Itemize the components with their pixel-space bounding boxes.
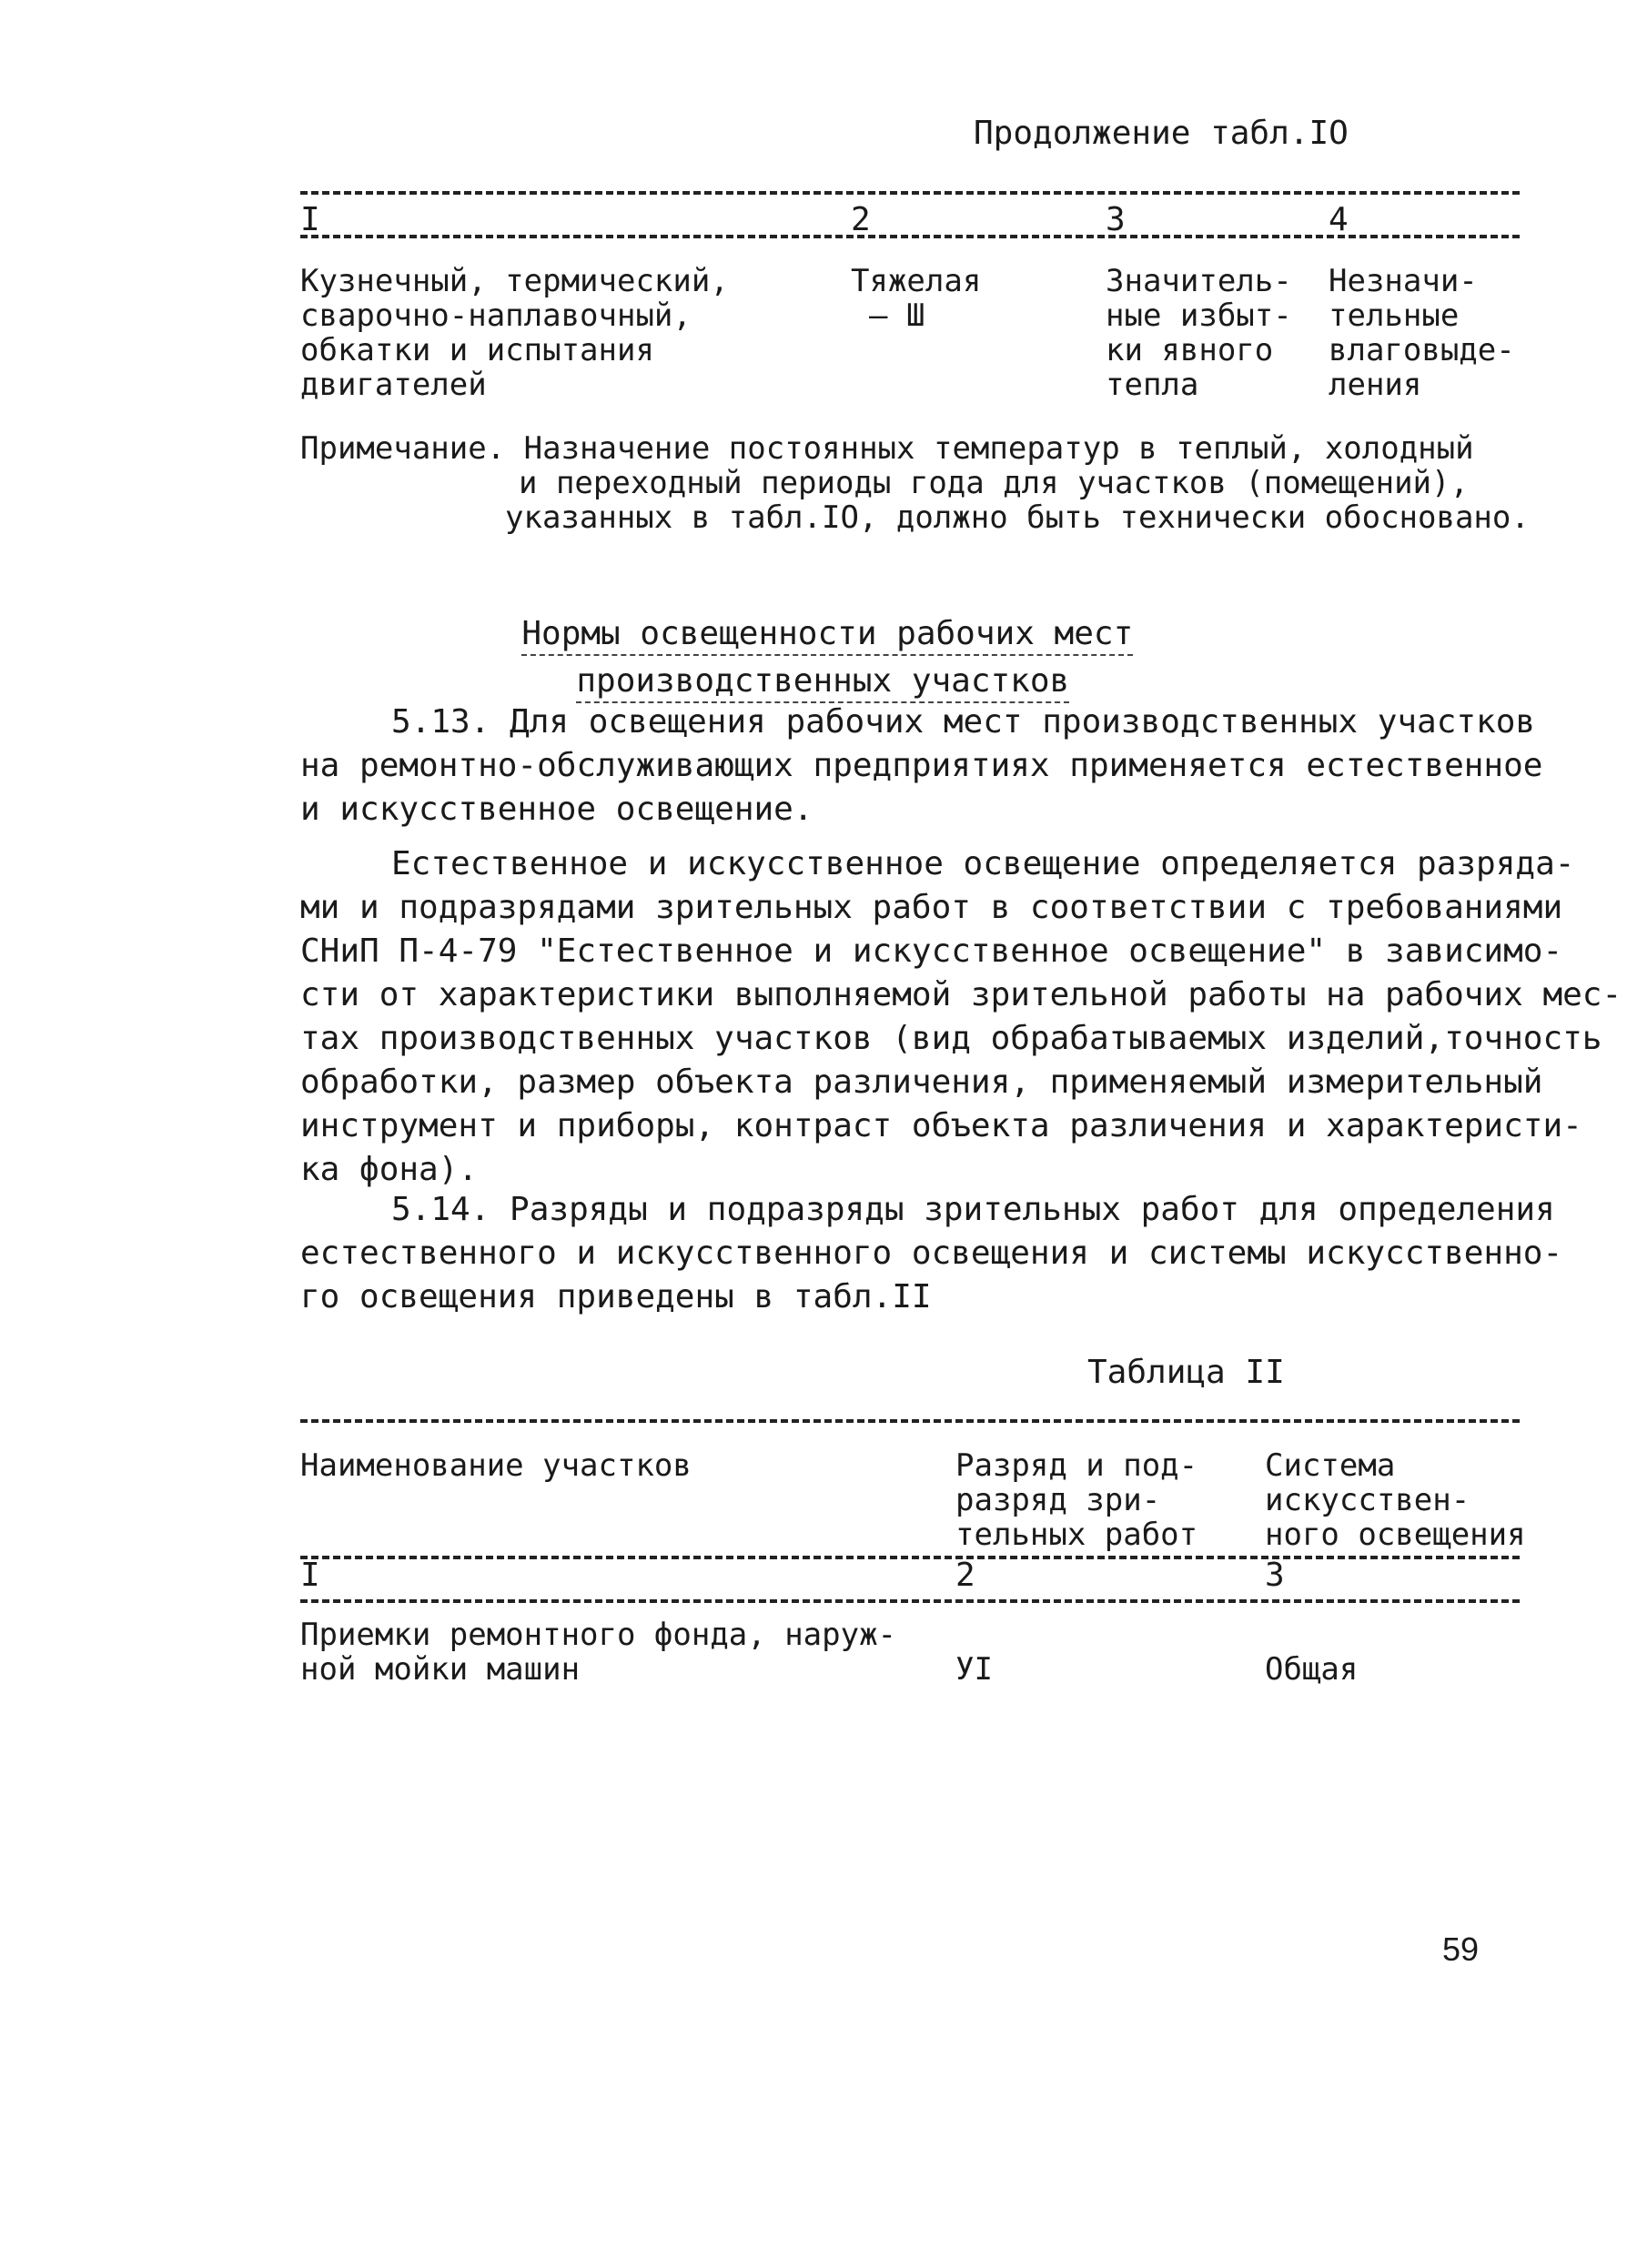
table11-header-text: разряд зри- [955, 1482, 1161, 1518]
paragraph-line: на ремонтно-обслуживающих предприятиях применяется естественное [300, 747, 1543, 784]
table11-colnum-1: I [300, 1557, 320, 1594]
section-title-text: Нормы освещенности рабочих мест [521, 615, 1133, 656]
paragraph-line: ка фона). [300, 1151, 479, 1188]
table-continuation-label: Продолжение табл.IO [974, 115, 1349, 152]
page-number: 59 [1442, 1930, 1480, 1968]
table10-colnum-3: 3 [1106, 201, 1126, 238]
paragraph-line: го освещения приведены в табл.II [300, 1278, 932, 1315]
table11-row-col2: УI [955, 1651, 993, 1688]
paragraph-line: Естественное и искусственное освещение определяется разряда- [391, 845, 1575, 882]
table11-colnum-3: 3 [1265, 1557, 1285, 1594]
table11-cell-text: Приемки ремонтного фонда, наруж- [300, 1617, 897, 1653]
table10-cell-text: двигателей [300, 367, 487, 403]
table10-cell-text: Кузнечный, термический, [300, 263, 729, 299]
table11-header-col3 [1265, 1448, 1526, 1552]
table11-colnum-2: 2 [955, 1557, 975, 1594]
section-title-text: производственных участков [576, 662, 1069, 703]
paragraph-line: 5.13. Для освещения рабочих мест производственных участков [391, 703, 1536, 741]
table10-cell-text: тельные [1329, 297, 1460, 334]
paragraph-line: ми и подразрядами зрительных работ в соответствии с требованиями [300, 889, 1563, 926]
table11-row-col3: Общая [1265, 1651, 1359, 1688]
paragraph-lighting-definition [300, 842, 1622, 1192]
paragraph-line: обработки, размер объекта различения, применяемый измерительный [300, 1063, 1543, 1101]
paragraph-line: СНиП П-4-79 "Естественное и искусственное освещение" в зависимо- [300, 932, 1563, 970]
table10-header-rule [300, 235, 1520, 238]
table10-colnum-2: 2 [851, 201, 871, 238]
table11-caption: Таблица II [1087, 1354, 1285, 1391]
paragraph-line: 5.14. Разряды и подразряды зрительных работ для определения [391, 1191, 1555, 1228]
table11-header-text: ного освещения [1265, 1517, 1526, 1553]
table11-header-col1 [300, 1448, 692, 1483]
table11-header-text: Система [1265, 1447, 1396, 1484]
table10-cell-text: Значитель- [1106, 263, 1292, 299]
table10-top-rule [300, 191, 1520, 195]
note-line: и переходный периоды года для участков (помещений), [519, 465, 1469, 501]
table10-cell-text: ки явного [1106, 332, 1274, 368]
table10-row-col4 [1329, 264, 1515, 402]
table10-cell-text: влаговыде- [1329, 332, 1515, 368]
table10-cell-text: – Ш [869, 297, 925, 334]
table10-cell-text: Незначи- [1329, 263, 1478, 299]
table10-row-col2 [851, 264, 981, 333]
note-block [300, 431, 1530, 535]
paragraph-line: инструмент и приборы, контраст объекта различения и характеристи- [300, 1107, 1582, 1144]
table11-header-text: тельных работ [955, 1517, 1198, 1553]
paragraph-5-13 [300, 701, 1542, 832]
table11-header-text: Разряд и под- [955, 1447, 1198, 1484]
table11-top-rule [300, 1419, 1520, 1423]
paragraph-line: и искусственное освещение. [300, 791, 814, 828]
table10-colnum-4: 4 [1329, 201, 1349, 238]
table11-row-col1 [300, 1618, 896, 1687]
paragraph-line: тах производственных участков (вид обрабатываемых изделий,точность [300, 1020, 1602, 1057]
note-line: Примечание. Назначение постоянных температур в теплый, холодный [300, 430, 1474, 467]
table11-header-text: Наименование участков [300, 1447, 692, 1484]
paragraph-line: естественного и искусственного освещения и системы искусственно- [300, 1235, 1563, 1272]
table11-header-col2 [955, 1448, 1198, 1552]
table11-header-rule [300, 1556, 1520, 1559]
table11-cell-text: ной мойки машин [300, 1651, 581, 1688]
table10-colnum-1: I [300, 201, 320, 238]
table10-row-col3 [1106, 264, 1292, 402]
table10-cell-text: сварочно-наплавочный, [300, 297, 692, 334]
table10-cell-text: Тяжелая [851, 263, 982, 299]
table11-header-text: искусствен- [1265, 1482, 1470, 1518]
table10-cell-text: ные избыт- [1106, 297, 1292, 334]
table10-row-col1 [300, 264, 729, 402]
table10-cell-text: тепла [1106, 367, 1199, 403]
table11-colnum-rule [300, 1599, 1520, 1603]
paragraph-5-14 [300, 1188, 1562, 1319]
section-title-line2 [537, 630, 1069, 699]
paragraph-line: сти от характеристики выполняемой зрительной работы на рабочих мес- [300, 976, 1622, 1013]
table10-cell-text: обкатки и испытания [300, 332, 654, 368]
note-line: указанных в табл.IO, должно быть технически обосновано. [505, 499, 1530, 536]
table10-cell-text: ления [1329, 367, 1422, 403]
